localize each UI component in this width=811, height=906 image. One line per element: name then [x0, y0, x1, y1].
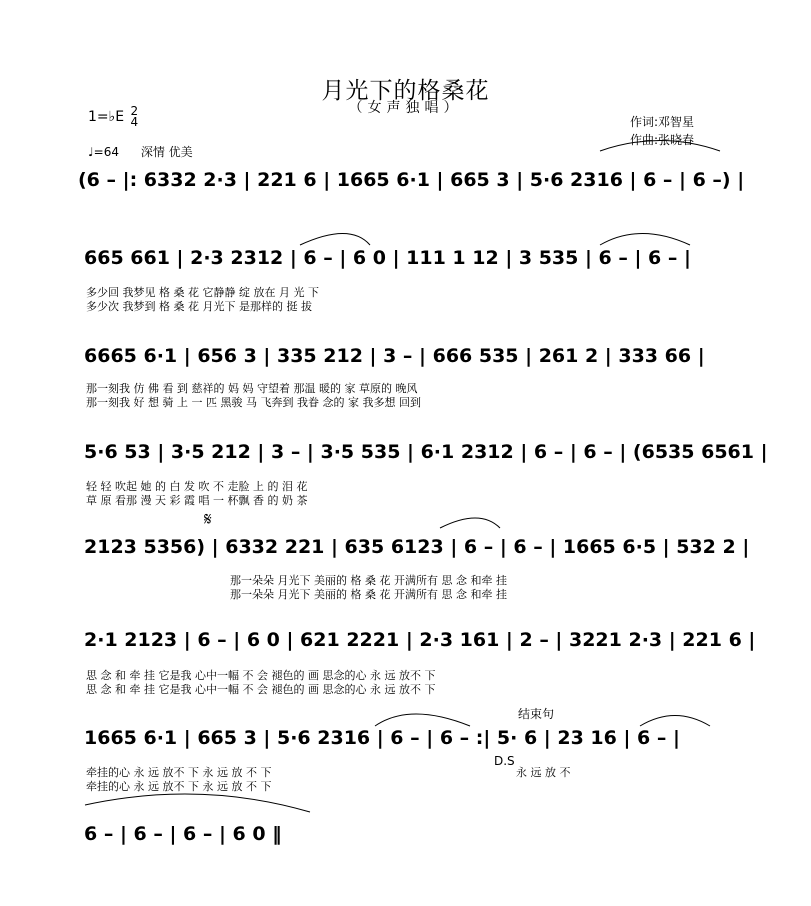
slur-3 [600, 141, 720, 152]
score-row-1-notes: (6 – |: 6332 2·3 | 221 6 | 1665 6·1 | 665 3 | 5·6 2316 | 6 – | 6 –) | [78, 169, 745, 191]
slur-7 [640, 716, 710, 727]
slur-2 [300, 234, 370, 246]
score-row-7-notes: 1665 6·1 | 665 3 | 5·6 2316 | 6 – | 6 – :| 5· 6 | 23 16 | 6 – | [84, 727, 680, 749]
slur-6 [85, 794, 310, 812]
score-row-5-lyric-1: 那一朵朵 月光下 美丽的 格 桑 花 开满所有 思 念 和牵 挂 [230, 574, 507, 587]
score-row-3-notes: 6665 6·1 | 656 3 | 335 212 | 3 – | 666 535 | 261 2 | 333 66 | [84, 345, 705, 367]
segno-icon: 𝄋 [204, 509, 212, 530]
score-row-4-lyric-1: 轻 轻 吹起 她 的 白 发 吹 不 走脸 上 的 泪 花 [86, 480, 308, 493]
score-row-5-lyric-2: 那一朵朵 月光下 美丽的 格 桑 花 开满所有 思 念 和牵 挂 [230, 588, 507, 601]
score-row-2-lyric-1: 多少回 我梦见 格 桑 花 它静静 绽 放在 月 光 下 [86, 286, 319, 299]
slur-1 [600, 234, 690, 246]
score-row-4-notes: 5·6 53 | 3·5 212 | 3 – | 3·5 535 | 6·1 2312 | 6 – | 6 – | (6535 6561 | [84, 441, 768, 463]
score-row-2-notes: 665 661 | 2·3 2312 | 6 – | 6 0 | 111 1 12 | 3 535 | 6 – | 6 – | [84, 247, 691, 269]
slur-4 [440, 518, 500, 528]
score-row-6-notes: 2·1 2123 | 6 – | 6 0 | 621 2221 | 2·3 161 | 2 – | 3221 2·3 | 221 6 | [84, 629, 756, 651]
score-row-8-notes: 6 – | 6 – | 6 – | 6 0 ‖ [84, 823, 282, 845]
score-row-7-lyric-2: 牵挂的心 永 远 放不 下 永 远 放 不 下 [86, 780, 272, 793]
score-row-3-lyric-2: 那一刻我 好 想 骑 上 一 匹 黑骏 马 飞奔到 我眷 念的 家 我多想 回到 [86, 396, 421, 409]
score-row-5-notes: 2123 5356) | 6332 221 | 635 6123 | 6 – | 6 – | 1665 6·5 | 532 2 | [84, 536, 750, 558]
time-signature-top: 2 [130, 104, 139, 118]
key-label: 1=♭E [88, 109, 125, 125]
expression-marking: 深情 优美 [140, 145, 193, 159]
song-title: 月光下的格桑花 [321, 78, 490, 104]
ending-label: 结束句 [518, 707, 555, 721]
tempo-label: ♩=64 [88, 145, 119, 159]
score-row-3-lyric-1: 那一刻我 仿 佛 看 到 慈祥的 妈 妈 守望着 那温 暖的 家 草原的 晚风 [86, 382, 418, 395]
score-row-7-lyric-1: 牵挂的心 永 远 放不 下 永 远 放 不 下 [86, 766, 272, 779]
score-row-4-lyric-2: 草 原 看那 漫 天 彩 霞 唱 一 杯飘 香 的 奶 茶 [86, 494, 308, 507]
slur-5 [375, 714, 470, 726]
score-row-6-lyric-1: 思 念 和 牵 挂 它是我 心中一幅 不 会 褪色的 画 思念的心 永 远 放不 下 [86, 669, 436, 682]
lyricist-credit: 作词:邓智星 [630, 115, 695, 129]
time-signature-bottom: 4 [130, 115, 139, 129]
composer-credit: 作曲:张晓春 [630, 133, 695, 147]
song-subtitle: （女声独唱） [348, 100, 463, 116]
score-row-6-lyric-2: 思 念 和 牵 挂 它是我 心中一幅 不 会 褪色的 画 思念的心 永 远 放不 下 [86, 683, 436, 696]
coda-lyric: 永 远 放 不 [516, 766, 571, 779]
ds-label: D.S [494, 754, 515, 768]
score-row-2-lyric-2: 多少次 我梦到 格 桑 花 月光下 是那样的 挺 拔 [86, 300, 312, 313]
